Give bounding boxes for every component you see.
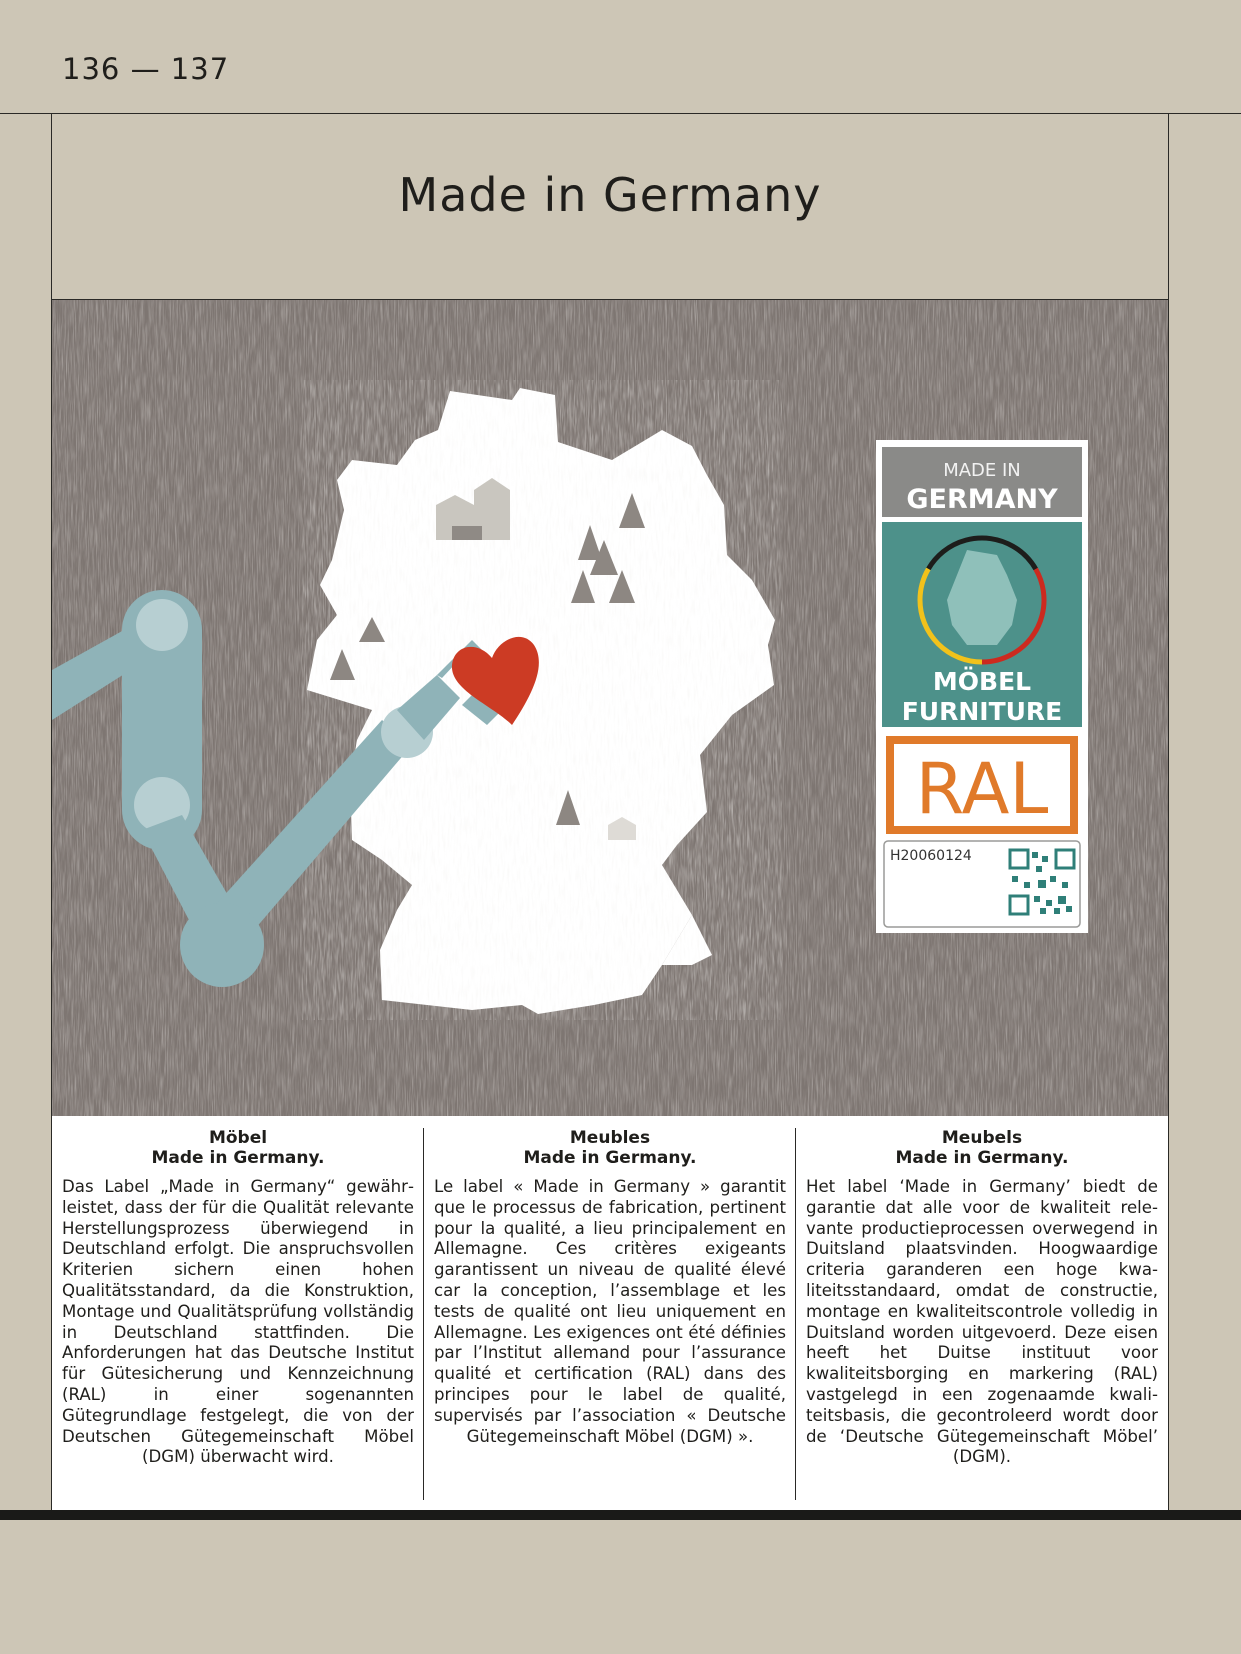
column-heading-line1: Möbel — [208, 1128, 268, 1148]
column-heading-line2: Made in Germany. — [523, 1148, 697, 1168]
column-heading-line2: Made in Germany. — [895, 1148, 1069, 1168]
column-french — [434, 1128, 786, 1447]
column-divider — [795, 1128, 796, 1500]
column-body: Het label ‘Made in Germany’ biedt de garantie dat alle voor de kwaliteit relevante productieprocessen overwegend in Duitsland plaatsvinden. Hoogwaardige criteria garanderen een hoge kwaliteitsstandaard, omdat de constructie, montage en kwaliteitscontrole volledig in Duitsland worden uitgevoerd. Deze eisen heeft het Duitse instituut voor kwaliteitsborging en markering (RAL) vastgelegd in een zogenaamde kwaliteitsbasis, die gecontroleerd wordt door de ‘Deutsche Gütegemeinschaft Möbel’ (DGM). — [806, 1177, 1158, 1467]
column-dutch — [806, 1128, 1158, 1468]
qr-code-icon — [1008, 848, 1076, 916]
badge-line1: MADE IN — [943, 460, 1021, 481]
column-heading-line1: Meubels — [941, 1128, 1023, 1148]
column-heading — [806, 1128, 1158, 1168]
text-columns — [52, 1116, 1168, 1510]
badge-furniture2: FURNITURE — [901, 697, 1063, 726]
badge-furniture1: MÖBEL — [932, 667, 1032, 696]
column-body: Das Label „Made in Germany“ gewährleistet, dass der für die Qualität relevante Herstellungsprozess überwiegend in Deutschland erfolgt. Die anspruchsvollen Kriterien sichern einen hohen Qualitätsstandard, da die Konstruktion, Montage und Qualitätsprüfung vollständig in Deutschland stattfinden. Die Anforderungen hat das Deutsche Institut für Gütesicherung und Kennzeichnung (RAL) in einer sogenannten Gütegrundlage festgelegt, die von der Deutschen Gütegemeinschaft Möbel (DGM) überwacht wird. — [62, 1177, 414, 1467]
badge-line2: GERMANY — [906, 484, 1058, 515]
title-box — [51, 114, 1169, 300]
badge-ral: RAL — [915, 748, 1049, 830]
page-number: 136 — 137 — [62, 52, 230, 86]
germany-map-shape — [302, 380, 782, 1020]
column-divider — [423, 1128, 424, 1500]
column-heading-line1: Meubles — [569, 1128, 651, 1148]
bottom-bar — [0, 1510, 1241, 1520]
column-heading — [62, 1128, 414, 1168]
column-german — [62, 1128, 414, 1468]
badge-code: H20060124 — [890, 848, 972, 864]
column-heading — [434, 1128, 786, 1168]
column-body: Le label « Made in Germany » garantit que le processus de fabrication, pertinent pour la qualité, a lieu principalement en Allemagne. Ces critères exigeants garantissent un niveau de qualité élevé car la conception, l’assemblage et les tests de qualité ont lieu uniquement en Allemagne. Les exigences ont été définies par l’Institut allemand pour l’assurance qualité et certification (RAL) dans des principes pour le label de qualité, supervisés par l’association « Deutsche Gütegemeinschaft Möbel (DGM) ». — [434, 1177, 786, 1446]
made-in-germany-badge — [876, 440, 1088, 933]
page-title: Made in Germany — [398, 167, 822, 222]
column-heading-line2: Made in Germany. — [151, 1148, 325, 1168]
illustration-germany-map — [52, 300, 1168, 1116]
